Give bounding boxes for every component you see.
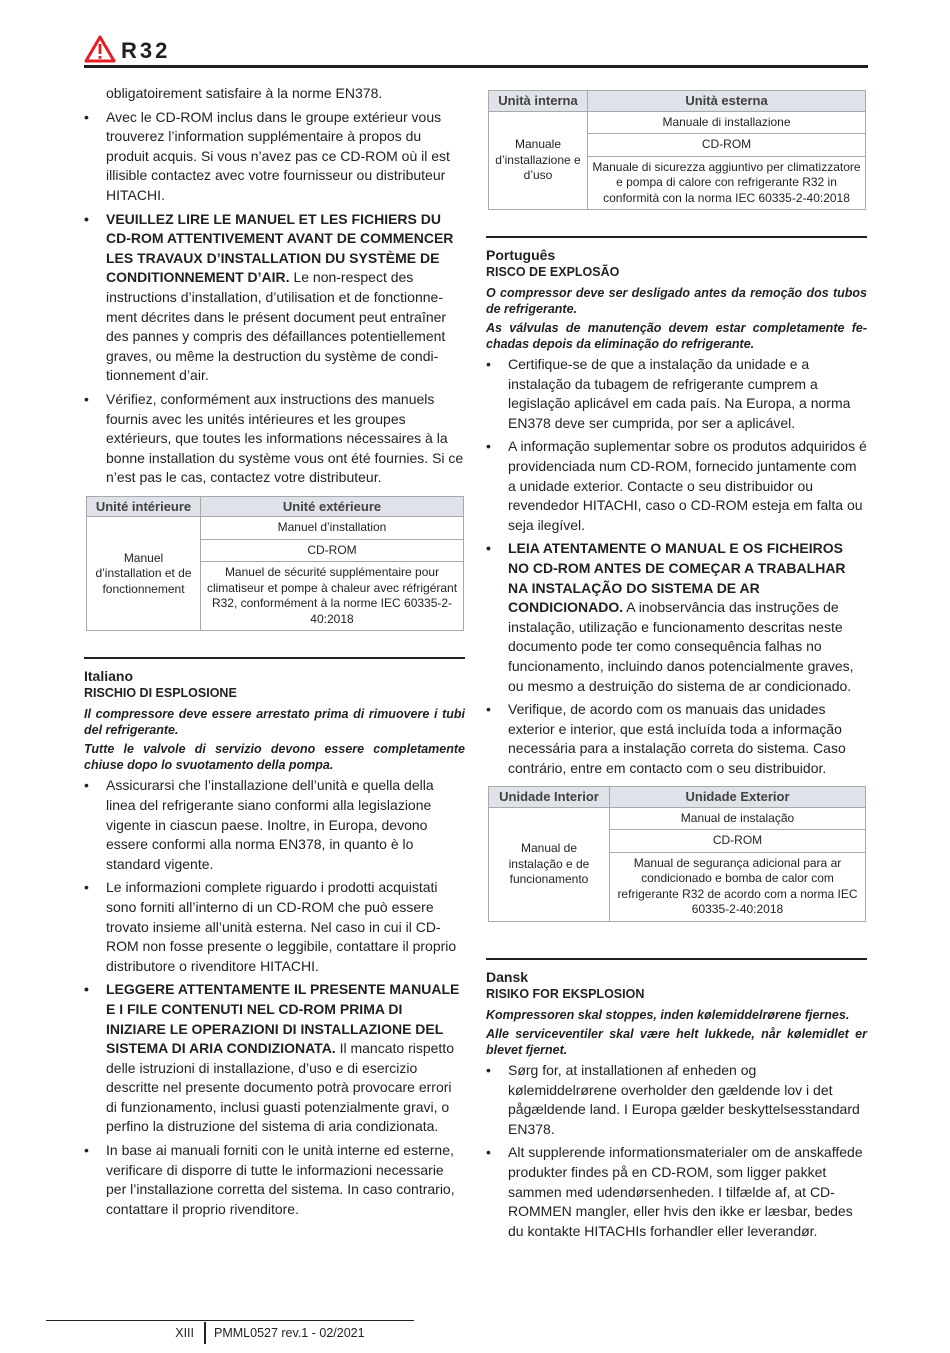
warning-text: O compressor deve ser desligado antes da remoção dos tubos de refrigerante. [486,286,867,316]
table-cell: Manuale di sicurezza aggiuntivo per climatizzatore e pompa di calore con refrigerante R32 in conformità con la norma IEC 60335-2-40:2018 [588,156,866,210]
section-dansk [486,958,867,1241]
warning-triangle-icon [84,35,116,63]
table-header-cell: Unità esterna [588,91,866,112]
table-cell: CD-ROM [588,134,866,157]
italian-manuals-table [488,90,866,210]
dansk-bullets [486,1061,867,1241]
table-cell: CD-ROM [201,539,464,562]
table-cell: Manuale di installazione [588,111,866,134]
section-title: Dansk [486,968,529,985]
list-item: • Assicurarsi che l’installazione dell’unità e quella della linea del refrigerante siano conformi alla legislazione vigente in ciascun paese. Inoltre, in Europa, devono essere conformi alla norma EN378, in quanto è lo standard vigente. [84,777,434,872]
table-header-cell: Unidade Interior [489,787,610,808]
section-title: Italiano [84,668,134,685]
table-header-cell: Unidade Exterior [610,787,866,808]
list-item: • A informação suplementar sobre os produtos adquiridos é providenciada num CD-ROM, fornecido juntamente com a unidade exterior. Contacte o seu distribuidor ou revendedor HITACHI, caso o CD-ROM esteja em falta ou seja ilegível. [486,438,867,533]
table-header-cell: Unité intérieure [87,496,201,517]
list-item: • Verifique, de acordo com os manuais das unidades exterior e interior, que está incluída toda a informação necessária para a instalação correta do sistema. Caso contrário, entre em contacto com o seu distribuidor. [486,701,846,776]
warning-text: Tutte le valvole di servizio devono essere completamente chiuse dopo lo svuotamento della pompa. [84,742,465,773]
warning-text: As válvulas de manutenção devem estar completamente fechadas depois da eliminação do refrigerante. [486,321,867,351]
portuguese-manuals-table [488,786,866,922]
list-item: • Vérifiez, conformément aux instructions des manuels fournis avec les unités intérieures et les groupes extérieurs, que toutes les informations nécessaires à la bonne installation du système vous ont été fournies. Si ce n’est pas le cas, contactez votre distributeur. [84,390,464,486]
list-item: • Sørg for, at installationen af enheden og kølemiddelrørene overholder den gældende lov i det pågældende land. I Europa gælder beskyttelsesstandard EN378. [486,1061,860,1137]
table-header-cell: Unité extérieure [201,496,464,517]
warning-text: Kompressoren skal stoppes, inden kølemiddelrørene fjernes. [486,1007,850,1022]
risk-heading: RISCHIO DI ESPLOSIONE [84,686,237,701]
list-item: • Avec le CD-ROM inclus dans le groupe extérieur vous trouverez l’information supplémentaire à propos du produit acquis. Si vous n’avez pas ce CD-ROM où il est illisible contactez avec votre fournisseur ou distributeur HITACHI. [84,108,450,203]
table-row [87,517,464,540]
footer-rule [46,1320,414,1321]
list-item: • LEIA ATENTAMENTE O MANUAL E OS FICHEIROS NO CD-ROM ANTES DE COMEÇAR A TRABALHAR NA INSTALAÇÃO DO SISTEMA DE AR CONDICIONADO. A inobservância das instruções de instalação, utilização e funcionamento descritas neste documento pode ter como consequência falhas no funcionamento, incluindo danos potencialmente graves, ou mesmo a destruição do sistema de ar condicionado. [486,540,854,694]
list-item: • Le informazioni complete riguardo i prodotti acquistati sono forniti all’interno di un CD-ROM che può essere trovato insieme all’unità esterna. Nel caso in cui il CD-ROM non fosse presente o leggibile, contattare il proprio distributore o rivenditore HITACHI. [84,879,457,974]
list-item: • LEGGERE ATTENTAMENTE IL PRESENTE MANUALE E I FILE CONTENUTI NEL CD-ROM PRIMA DI INIZIARE LE OPERAZIONI DI INSTALLAZIONE DEL SISTEMA DI ARIA CONDIZIONATA. Il mancato rispetto delle istruzioni di installazione, d’uso e di esercizio descritte nel presente documento potrà provocare errori di funzionamento, inclusi guasti potenzialmente gravi, o perfino la distruzione del sistema di aria condizionata. [84,981,460,1135]
header-rule [84,65,868,68]
page-header [84,35,868,69]
section-portugues [486,236,867,922]
list-item: • Certifique-se de que a instalação da unidade e a instalação da tubagem de refrigerante cumprem a legislação aplicável em cada país. Na Europa, a norma EN378 deve ser cumprida, por ser a aplicável. [486,356,851,431]
page-footer [46,1320,414,1346]
bold-text: LEGGERE ATTENTAMENTE IL PRESENTE MANUALE E I FILE CONTENUTI NEL CD-ROM PRIMA DI INIZIARE LE OPERAZIONI DI INSTALLAZIONE DEL SISTEMA DI ARIA CONDIZIONATA. [106,981,460,1057]
french-manuals-table [86,496,464,632]
list-item: • VEUILLEZ LIRE LE MANUEL ET LES FICHIERS DU CD-ROM ATTENTIVEMENT AVANT DE COMMENCER LES TRAVAUX D’INSTALLATION DU SYSTÈME DE CONDITIONNEMENT D’AIR. Le non-respect des instructions d’installation, d’utilisation et de fonctionnement décrites dans le présent document peut entraîner des pannes y compris des défaillances potentiellement graves, ou même la destruction du système de conditionnement d’air. [84,210,454,384]
table-cell: Manual de instalação [610,807,866,830]
french-bullets [84,108,465,488]
table-header-row [87,496,464,517]
table-row [489,111,866,134]
table-header-row [489,787,866,808]
table-row [489,807,866,830]
table-cell: CD-ROM [610,830,866,853]
portugues-bullets [486,355,867,778]
warning-text: Alle serviceventiler skal være helt lukkede, når kølemidlet er blevet fjernet. [486,1026,867,1057]
section-italiano [84,657,465,1219]
warning-text: Il compressore deve essere arrestato prima di rimuovere i tubi del refrigerante. [84,707,465,738]
refrigerant-title: R32 [121,38,171,63]
table-cell: Manual de instalação e de funcionamento [489,807,610,921]
page-number: XIII [175,1326,194,1340]
table-header-cell: Unità interna [489,91,588,112]
table-cell: Manuel d’installation [201,517,464,540]
table-cell: Manuale d’installazione e d’uso [489,111,588,210]
table-cell: Manuel d’installation et de fonctionnement [87,517,201,631]
french-continuation: obligatoirement satisfaire à la norme EN378. [106,85,383,101]
table-cell: Manual de segurança adicional para ar condicionado e bomba de calor com refrigerante R32 de acordo com a norma IEC 60335-2-40:2018 [610,852,866,921]
risk-heading: RISCO DE EXPLOSÃO [486,265,620,279]
bold-text: LEIA ATENTAMENTE O MANUAL E OS FICHEIROS NO CD-ROM ANTES DE COMEÇAR A TRABALHAR NA INSTALAÇÃO DO SISTEMA DE AR CONDICIONADO. [508,540,846,616]
table-header-row [489,91,866,112]
table-cell: Manuel de sécurité supplémentaire pour climatiseur et pompe à chaleur avec réfrigérant R32, conformément à la norme IEC 60335-2-40:2018 [201,562,464,631]
italiano-bullets [84,776,465,1219]
risk-heading: RISIKO FOR EKSPLOSION [486,986,645,1001]
footer-separator [204,1322,206,1344]
right-column [486,82,867,1245]
document-reference: PMML0527 rev.1 - 02/2021 [214,1326,365,1340]
section-title: Português [486,247,556,263]
list-item: • Alt supplerende informationsmaterialer om de anskaffede produkter findes på en CD-ROM, som ligger pakket sammen med udendørsenheden. I tilfælde af, at CD-ROMMEN mangler, eller hvis den ikke er læsbar, bedes du kontakte HITACHIs forhandler eller leverandør. [486,1144,863,1239]
left-column [84,84,465,1223]
bold-text: VEUILLEZ LIRE LE MANUEL ET LES FICHIERS DU CD-ROM ATTENTIVEMENT AVANT DE COMMENCER LES TRAVAUX D’INSTALLATION DU SYSTÈME DE CONDITIONNEMENT D’AIR. [106,210,454,286]
list-item: • In base ai manuali forniti con le unità interne ed esterne, verificare di disporre di tutte le informazioni necessarie per l’installazione corretta del sistema. In caso contrario, contattare il proprio rivenditore. [84,1142,455,1217]
